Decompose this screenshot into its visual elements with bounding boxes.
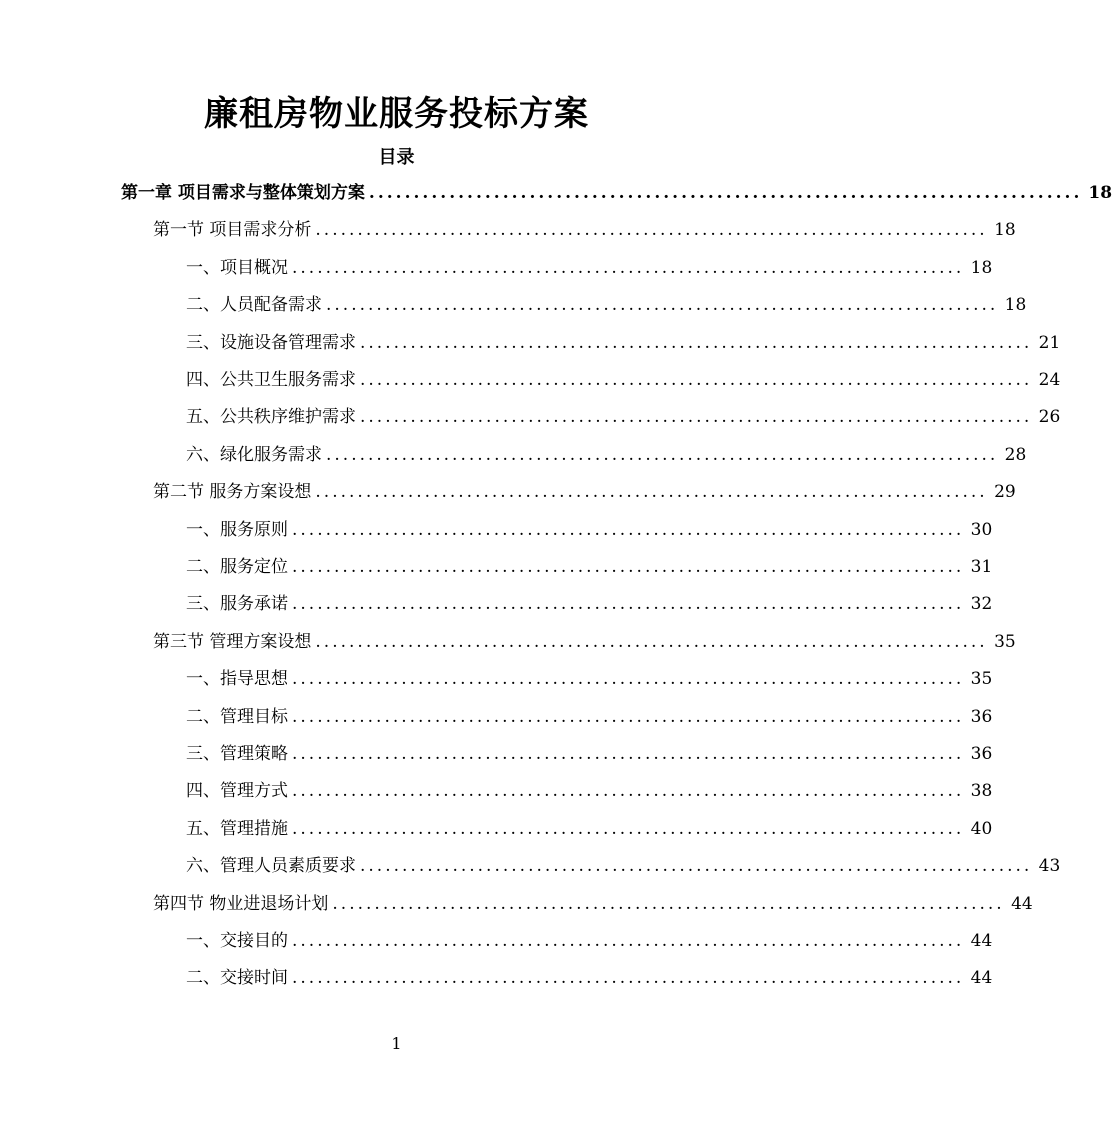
page-number: 1 bbox=[391, 1034, 402, 1053]
toc-entry-label: 第一节 项目需求分析 bbox=[153, 220, 312, 241]
toc-entry-page: 35 bbox=[994, 631, 1016, 652]
toc-entry[interactable] bbox=[186, 591, 993, 617]
toc-entry-label: 二、管理目标 bbox=[186, 706, 288, 727]
toc-entry-label: 六、绿化服务需求 bbox=[186, 444, 322, 465]
toc-dot-leader: ................................................................................ bbox=[360, 370, 1033, 390]
toc-entry-label: 一、交接目的 bbox=[186, 931, 288, 951]
toc-entry[interactable] bbox=[186, 442, 1027, 468]
toc-entry-label: 第三节 管理方案设想 bbox=[153, 631, 312, 652]
toc-entry[interactable] bbox=[186, 554, 993, 580]
toc-entry[interactable] bbox=[186, 292, 1027, 318]
toc-entry-page: 29 bbox=[994, 482, 1016, 503]
toc-dot-leader: ................................................................................ bbox=[292, 781, 965, 802]
toc-entry[interactable] bbox=[153, 479, 1016, 505]
toc-entry-page: 38 bbox=[970, 781, 993, 802]
toc-dot-leader: ................................................................................ bbox=[292, 519, 965, 540]
toc-entry[interactable] bbox=[121, 180, 1112, 206]
toc-entry-label: 六、管理人员素质要求 bbox=[186, 856, 356, 877]
toc-entry-page: 44 bbox=[970, 968, 993, 989]
toc-entry[interactable] bbox=[186, 330, 1061, 356]
toc-dot-leader: ................................................................................ bbox=[292, 818, 965, 839]
toc-entry[interactable] bbox=[186, 853, 1061, 879]
toc-entry-label: 第二节 服务方案设想 bbox=[153, 482, 312, 503]
toc-entry-page: 18 bbox=[1004, 295, 1027, 316]
toc-dot-leader: ................................................................................ bbox=[332, 893, 1005, 914]
toc-entry[interactable] bbox=[186, 517, 993, 543]
toc-entry[interactable] bbox=[186, 741, 993, 767]
toc-entry-label: 二、交接时间 bbox=[186, 968, 288, 989]
toc-dot-leader: ................................................................................ bbox=[292, 594, 965, 615]
toc-entry-page: 21 bbox=[1038, 332, 1061, 353]
toc-entry-label: 一、项目概况 bbox=[186, 257, 288, 278]
toc-dot-leader: ................................................................................ bbox=[360, 856, 1033, 877]
toc-entry-page: 43 bbox=[1038, 856, 1061, 877]
toc-dot-leader: ................................................................................ bbox=[292, 669, 965, 690]
toc-entry-label: 一、指导思想 bbox=[186, 669, 288, 690]
toc-dot-leader: ................................................................................ bbox=[292, 931, 965, 951]
toc-dot-leader: ................................................................................ bbox=[292, 257, 965, 278]
toc-dot-leader: ................................................................................ bbox=[360, 407, 1033, 428]
toc-entry-page: 35 bbox=[970, 669, 993, 690]
toc-entry[interactable] bbox=[153, 217, 1016, 243]
toc-dot-leader: ................................................................................ bbox=[292, 968, 965, 989]
toc-entry-label: 二、服务定位 bbox=[186, 557, 288, 577]
toc-dot-leader: ................................................................................ bbox=[326, 444, 999, 465]
toc-entry[interactable] bbox=[186, 666, 993, 692]
toc-entry-label: 二、人员配备需求 bbox=[186, 295, 322, 316]
toc-entry[interactable] bbox=[186, 778, 993, 804]
toc-entry-page: 36 bbox=[970, 706, 993, 727]
toc-entry[interactable] bbox=[186, 367, 1061, 393]
toc-entry-page: 44 bbox=[970, 931, 993, 951]
toc-entry-label: 一、服务原则 bbox=[186, 519, 288, 540]
toc-dot-leader: ................................................................................ bbox=[360, 332, 1033, 353]
toc-entry[interactable] bbox=[186, 404, 1061, 430]
toc-entry-label: 五、公共秩序维护需求 bbox=[186, 407, 356, 428]
toc-dot-leader: ................................................................................ bbox=[292, 744, 965, 764]
toc-entry-page: 36 bbox=[970, 744, 993, 764]
toc-entry-page: 26 bbox=[1038, 407, 1061, 428]
toc-entry-page: 31 bbox=[970, 557, 993, 577]
toc-entry[interactable] bbox=[186, 965, 993, 991]
toc-entry-page: 24 bbox=[1038, 370, 1061, 390]
toc-entry-label: 三、管理策略 bbox=[186, 744, 288, 764]
toc-entry-page: 44 bbox=[1011, 893, 1033, 914]
toc-entry-label: 四、公共卫生服务需求 bbox=[186, 370, 356, 390]
toc-heading: 目录 bbox=[378, 147, 415, 168]
document-title: 廉租房物业服务投标方案 bbox=[204, 94, 589, 134]
toc-dot-leader: ................................................................................ bbox=[315, 220, 988, 241]
toc-dot-leader: ................................................................................ bbox=[292, 706, 965, 727]
toc-entry[interactable] bbox=[186, 816, 993, 842]
toc-entry-page: 32 bbox=[970, 594, 993, 615]
toc-entry[interactable] bbox=[186, 704, 993, 730]
toc-entry-page: 18 bbox=[994, 220, 1016, 241]
toc-dot-leader: ................................................................................ bbox=[292, 557, 965, 577]
toc-dot-leader: ................................................................................ bbox=[315, 631, 988, 652]
toc-dot-leader: ................................................................................ bbox=[368, 183, 1083, 203]
toc-entry-page: 18 bbox=[1088, 183, 1112, 203]
toc-dot-leader: ................................................................................ bbox=[315, 482, 988, 503]
toc-entry[interactable] bbox=[186, 255, 993, 281]
toc-entry-label: 第一章 项目需求与整体策划方案 bbox=[121, 183, 365, 203]
toc-entry-label: 四、管理方式 bbox=[186, 781, 288, 802]
toc-entry-page: 18 bbox=[970, 257, 993, 278]
toc-entry-label: 三、服务承诺 bbox=[186, 594, 288, 615]
toc-entry-page: 40 bbox=[970, 818, 993, 839]
toc-entry-page: 30 bbox=[970, 519, 993, 540]
toc-entry[interactable] bbox=[153, 891, 1033, 917]
toc-entry[interactable] bbox=[153, 629, 1016, 655]
toc-entry-label: 三、设施设备管理需求 bbox=[186, 332, 356, 353]
toc-entry-label: 五、管理措施 bbox=[186, 818, 288, 839]
toc-entry[interactable] bbox=[186, 928, 993, 954]
toc-entry-label: 第四节 物业进退场计划 bbox=[153, 893, 329, 914]
toc-entry-page: 28 bbox=[1004, 444, 1027, 465]
toc-dot-leader: ................................................................................ bbox=[326, 295, 999, 316]
